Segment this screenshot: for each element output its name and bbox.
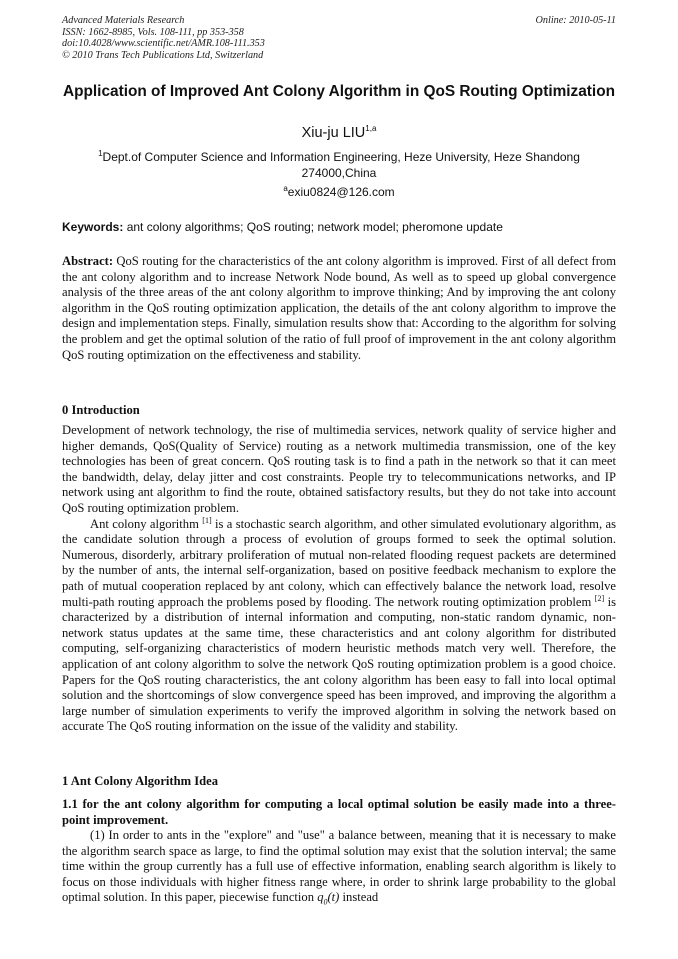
keywords-label: Keywords: (62, 220, 124, 234)
journal-issn: ISSN: 1662-8985, Vols. 108-111, pp 353-358 (62, 26, 244, 38)
journal-copyright: © 2010 Trans Tech Publications Ltd, Switzerland (62, 49, 264, 61)
citation-ref-2[interactable]: [2] (594, 593, 605, 603)
author-superscript: 1,a (365, 124, 377, 134)
email-superscript: a (283, 184, 288, 193)
section-heading-introduction: 0 Introduction (62, 403, 140, 417)
section-heading-ant-colony-idea: 1 Ant Colony Algorithm Idea (62, 774, 219, 788)
piecewise-function: $q_0(t)$ (317, 890, 340, 907)
intro-p2-part-b: is a stochastic search algorithm, and other simulated evolutionary algorithm, as the candidate solution through a process of evolution of groups formed to seek the optimal solution. Numerous, disorderly, arbitrary proliferation of mutual non-related flooding request packets are determined by the number of ants, the internal self-organization, based on positive feedback mechanism to explore the path of mutual cooperation replaced by ant colony, which can effectively balance the network load, resolve multi-path routing approach the problems posed by flooding. The network routing optimization problem (62, 516, 616, 609)
author-email-line (62, 185, 616, 200)
abstract (62, 254, 616, 363)
section1-p1-end: instead (342, 890, 379, 905)
section1-body (62, 828, 616, 910)
abstract-label: Abstract: (62, 254, 114, 268)
section1-p1-text: (1) In order to ants in the "explore" and "use" a balance between, meaning that it is necessary to make the algorithm search space as large, to find the optimal solution may exist that the solution interval; the same time within the group currently has a full use of effective information, enabling search algorithm is likely to focus on those individuals with higher fitness range where, in order to shrink large probability to the global optimal solution. In this paper, piecewise function (62, 828, 616, 905)
author-email[interactable]: exiu0824@126.com (287, 185, 395, 199)
keywords-text: ant colony algorithms; QoS routing; network model; pheromone update (126, 220, 503, 234)
author-line (62, 124, 616, 142)
paper-title: Application of Improved Ant Colony Algorithm in QoS Routing Optimization (62, 83, 616, 100)
journal-name: Advanced Materials Research (62, 15, 185, 26)
online-date: Online: 2010-05-11 (535, 15, 616, 26)
intro-p2-part-c: is characterized by a distribution of internal information and computing, non-static random dynamic, non-network status updates at the same time, these characteristics and ant colony algorithm for distributed computing, self-organizing characteristics of modern heuristic methods match very well. Therefore, the application of ant colony algorithm to solve the network QoS routing optimization problem is a good choice. Papers for the QoS routing characteristics, the ant colony algorithm has been easy to fall into local optimal solution and the shortcomings of slow convergence speed has been improved, and improving the algorithm a large number of simulation experiments to verify the improved algorithm in solving the network based on accurate The QoS routing information on the issue of the validity and stability. (62, 594, 616, 734)
introduction-body (62, 423, 616, 735)
introduction-paragraph-2 (62, 517, 616, 735)
affiliation-text: Dept.of Computer Science and Information Engineering, Heze University, Heze Shandong 274000,China (102, 150, 580, 180)
citation-ref-1[interactable]: [1] (202, 515, 212, 525)
journal-doi[interactable]: doi:10.4028/www.scientific.net/AMR.108-111.353 (62, 38, 265, 50)
introduction-paragraph-1: Development of network technology, the rise of multimedia services, network quality of service higher and higher demands, QoS(Quality of Service) routing as a network multimedia transmission, one of the key technologies has been of great concern. QoS routing task is to find a path in the network so that it can meet the bandwidth, delay, delay jitter and cost constraints. People try to telecommunications networks, and IP network using ant algorithm to find the route, obtained satisfactory results, but they do not take into account QoS routing optimization problem. (62, 423, 616, 515)
affiliation-superscript: 1 (98, 149, 103, 158)
journal-header (62, 15, 616, 61)
author-name: Xiu-ju LIU (301, 125, 366, 141)
section1-paragraph-1 (62, 828, 616, 910)
affiliation (62, 150, 616, 181)
subsection-heading-1-1: 1.1 for the ant colony algorithm for computing a local optimal solution be easily made into a three-point improvement. (62, 797, 616, 827)
keywords (62, 220, 616, 235)
intro-p2-part-a: Ant colony algorithm (90, 516, 199, 531)
abstract-text: QoS routing for the characteristics of the ant colony algorithm is improved. First of all defect from the ant colony algorithm and to increase Network Node bound, As well as to speed up global convergence analysis of the three areas of the ant colony algorithm to improve thinking; And by improving the ant colony algorithm in the QoS routing optimization application, the details of the ant colony algorithm to improve the design and implementation steps. Finally, simulation results show that: According to the algorithm for solving the problem and get the optimal solution of the ratio of full proof of improvement in the ant colony algorithm QoS routing optimization on the effectiveness and stability. (62, 254, 616, 362)
